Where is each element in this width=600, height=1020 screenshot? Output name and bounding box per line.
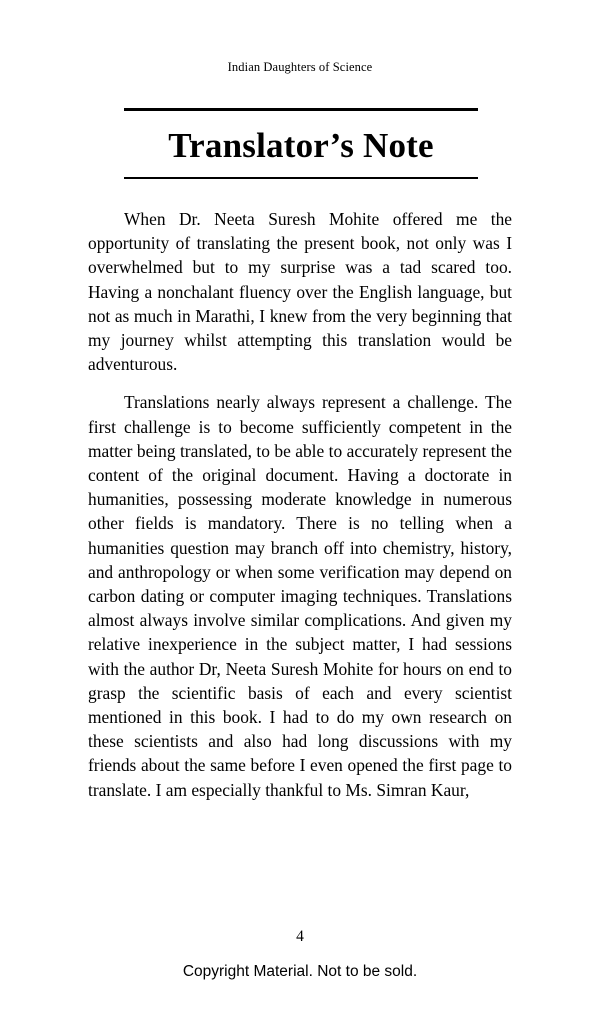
body-text	[88, 179, 512, 802]
chapter-title-block	[124, 108, 478, 179]
page-number: 4	[296, 928, 304, 945]
page-title: Translator’s Note	[168, 126, 434, 165]
running-head: Indian Daughters of Science	[227, 60, 373, 74]
paragraph: When Dr. Neeta Suresh Mohite offered me the opportunity of translating the present book, not only was I overwhelmed but to my surprise was a tad scared too. Having a nonchalant fluency over the English language, but not as much in Marathi, I knew from the very beginning that my journey whilst attempting this translation would be adventurous.	[88, 209, 512, 375]
copyright-footer: Copyright Material. Not to be sold.	[182, 963, 418, 980]
paragraph: Translations nearly always represent a challenge. The first challenge is to become sufficiently competent in the matter being translated, to be able to accurately represent the content of the original document. Having a doctorate in humanities, possessing moderate knowledge in numerous other fields is mandatory. There is no telling when a humanities question may branch off into chemistry, history, and anthropology or when some verification may depend on carbon dating or computer imaging techniques. Translations almost always involve similar complications. And given my relative inexperience in the subject matter, I had sessions with the author Dr, Neeta Suresh Mohite for hours on end to grasp the scientific basis of each and every scientist mentioned in this book. I had to do my own research on these scientists and also had long discussions with my friends about the same before I even opened the first page to translate. I am especially thankful to Ms. Simran Kaur,	[88, 392, 512, 800]
document-page	[0, 60, 600, 1020]
